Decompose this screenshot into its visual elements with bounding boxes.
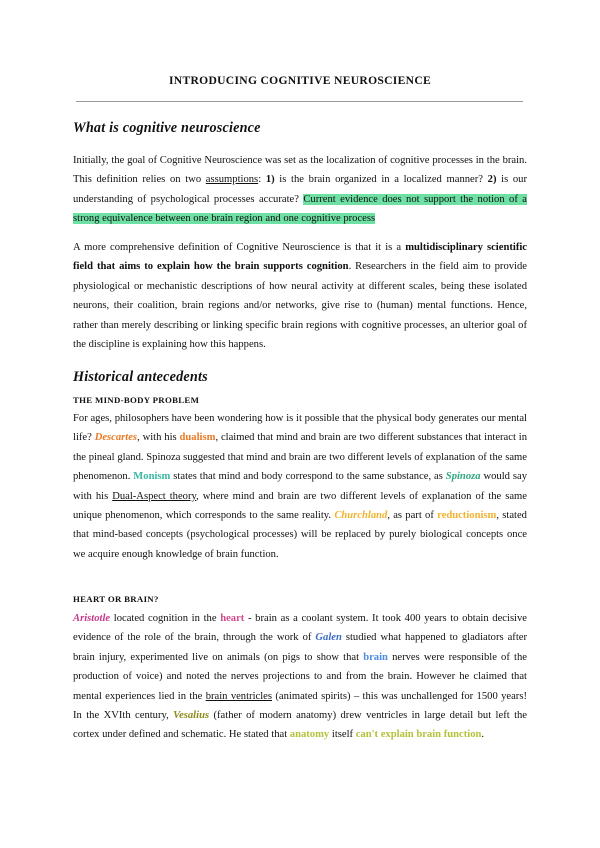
subheading-mind-body: THE MIND-BODY PROBLEM xyxy=(73,395,200,405)
term-anatomy: anatomy xyxy=(289,729,330,741)
term-dualism: dualism xyxy=(179,432,216,444)
term-churchland: Churchland xyxy=(334,510,388,522)
term-monism: Monism xyxy=(133,471,171,483)
term-descartes: Descartes xyxy=(94,432,138,444)
document-title: INTRODUCING COGNITIVE NEUROSCIENCE xyxy=(168,74,432,87)
paragraph-definition-localization: Initially, the goal of Cognitive Neuroscience was set as the localization of cognitive processes in the brain. This definition relies on two assumptions: 1) is the brain organized in a localized manner? 2) is our understanding of psychological processes accurate? Current evidence does not support the notion of a strong equivalence between one brain region and one cognitive process xyxy=(73,155,528,225)
assumptions-term: assumptions xyxy=(205,174,259,186)
term-aristotle: Aristotle xyxy=(73,613,111,624)
term-dual-aspect: Dual-Aspect theory xyxy=(112,490,197,502)
highlighted-statement: Current evidence does not support the notion of a strong equivalence between one brain region and one cognitive process xyxy=(73,193,527,225)
term-heart: heart xyxy=(220,613,245,624)
bold-definition: multidisciplinary scientific field that aims to explain how the brain supports cognition xyxy=(73,242,527,273)
subheading-heart-or-brain: HEART OR BRAIN? xyxy=(73,594,159,604)
paragraph-heart-or-brain: Aristotle located cognition in the heart - brain as a coolant system. It took 400 years to obtain decisive evidence of the role of the brain, through the work of Galen studied what happened to gladiators after brain injury, experimented live on animals (on pigs to show that brain nerves were responsible of the production of voice) and noted the nerves projections to and from the brain. However he claimed that mental experiences lied in the brain ventricles (animated spirits) – this was unchallenged for 1500 years! In the XVIth century, Vesalius (father of modern anatomy) drew ventricles in large detail but left the cortex under defined and schematic. He stated that anatomy itself can't explain brain function. xyxy=(73,613,528,741)
section-heading-what-is: What is cognitive neuroscience xyxy=(73,120,261,136)
section-heading-historical: Historical antecedents xyxy=(73,369,208,385)
term-reductionism: reductionism xyxy=(437,510,497,522)
paragraph-mind-body: For ages, philosophers have been wondering how is it possible that the physical body generates our mental life? Descartes, with his dualism, claimed that mind and brain are two different substances that interact in the pineal gland. Spinoza suggested that mind and brain are two different levels of explanation of the same phenomenon. Monism states that mind and body correspond to the same substance, as Spinoza would say with his Dual-Aspect theory, where mind and brain are two different levels of explanation of the same unique phenomenon, which corresponds to the same reality. Churchland, as part of reductionism, stated that mind-based concepts (psychological processes) will be replaced by purely biological concepts once we acquire enough knowledge of brain function. xyxy=(73,413,528,560)
term-brain-ventricles: brain ventricles xyxy=(205,690,272,702)
term-brain: brain xyxy=(363,651,388,663)
term-cant-explain: can't explain brain function xyxy=(355,729,482,741)
title-divider xyxy=(76,101,523,102)
term-spinoza: Spinoza xyxy=(445,471,481,483)
term-galen: Galen xyxy=(315,632,342,644)
paragraph-definition-multidisciplinary: A more comprehensive definition of Cognitive Neuroscience is that it is a multidisciplinary scientific field that aims to explain how the brain supports cognition. Researchers in the field aim to provide physiological or mechanistic descriptions of how neural activity at different scales, being these isolated neurons, their coalition, brain regions and/or networks, give rise to (human) mental functions. Hence, rather than merely describing or linking specific brain regions with cognitive processes, an ulterior goal of the discipline is explaining how this happens. xyxy=(73,242,527,351)
term-vesalius: Vesalius xyxy=(173,710,210,722)
